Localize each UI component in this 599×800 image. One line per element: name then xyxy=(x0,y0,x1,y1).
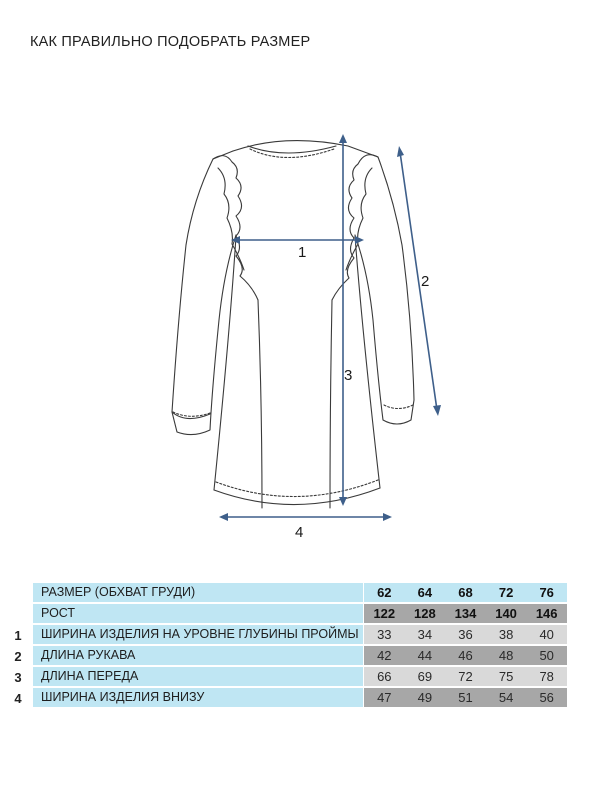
arrow-left-icon xyxy=(219,513,228,521)
arrow-up-icon xyxy=(397,146,404,157)
value-cell: 48 xyxy=(498,647,514,663)
row-number: 4 xyxy=(14,690,22,706)
value-cell: 47 xyxy=(377,689,392,705)
size-cell: 64 xyxy=(417,585,433,600)
height-cell: 122 xyxy=(373,605,396,621)
size-cell: 76 xyxy=(539,585,554,600)
value-cell: 44 xyxy=(417,647,433,663)
size-values xyxy=(364,583,567,602)
arrow-down-icon xyxy=(339,497,347,506)
value-cell: 38 xyxy=(498,626,514,642)
height-cell: 128 xyxy=(414,605,436,621)
measure-label-2: 2 xyxy=(421,273,430,290)
value-cell: 51 xyxy=(458,689,473,705)
measure-label-1: 1 xyxy=(298,244,307,261)
size-row xyxy=(0,583,599,602)
value-cell: 34 xyxy=(417,626,433,642)
size-table xyxy=(0,583,599,707)
size-header-label: РАЗМЕР (ОБХВАТ ГРУДИ) xyxy=(33,583,363,602)
value-cell: 66 xyxy=(377,668,392,684)
row-label: ДЛИНА РУКАВА xyxy=(33,646,363,665)
height-row xyxy=(0,604,599,623)
size-cell: 72 xyxy=(498,585,514,600)
dress-outline xyxy=(172,141,414,508)
row-label: ДЛИНА ПЕРЕДА xyxy=(33,667,363,686)
table-row xyxy=(0,646,599,665)
size-cell: 62 xyxy=(377,585,392,600)
value-cell: 50 xyxy=(539,647,554,663)
row-values xyxy=(364,688,567,707)
row-values xyxy=(364,646,567,665)
height-label: РОСТ xyxy=(33,604,363,623)
value-cell: 69 xyxy=(417,668,433,684)
value-cell: 36 xyxy=(458,626,473,642)
arrow-right-icon xyxy=(355,236,364,244)
value-cell: 49 xyxy=(417,689,433,705)
size-cell: 68 xyxy=(458,585,473,600)
value-cell: 33 xyxy=(377,626,392,642)
row-number: 3 xyxy=(14,669,22,685)
table-row xyxy=(0,667,599,686)
value-cell: 78 xyxy=(539,668,554,684)
row-label: ШИРИНА ИЗДЕЛИЯ ВНИЗУ xyxy=(33,688,363,707)
height-cell: 134 xyxy=(454,605,477,621)
row-values xyxy=(364,667,567,686)
height-values xyxy=(364,604,567,623)
measure-label-4: 4 xyxy=(295,524,304,541)
height-cell: 146 xyxy=(535,605,558,621)
measure-line-2 xyxy=(400,152,437,410)
value-cell: 56 xyxy=(539,689,554,705)
value-cell: 42 xyxy=(377,647,392,663)
value-cell: 40 xyxy=(539,626,554,642)
value-cell: 54 xyxy=(498,689,514,705)
row-number: 2 xyxy=(14,648,22,664)
table-row xyxy=(0,625,599,644)
row-label: ШИРИНА ИЗДЕЛИЯ НА УРОВНЕ ГЛУБИНЫ ПРОЙМЫ xyxy=(33,625,363,644)
measure-label-3: 3 xyxy=(344,367,353,384)
height-cell: 140 xyxy=(495,605,517,621)
row-values xyxy=(364,625,567,644)
arrow-up-icon xyxy=(339,134,347,143)
value-cell: 75 xyxy=(498,668,514,684)
value-cell: 46 xyxy=(458,647,473,663)
row-number: 1 xyxy=(14,627,22,643)
arrow-down-icon xyxy=(433,405,441,416)
page-title: КАК ПРАВИЛЬНО ПОДОБРАТЬ РАЗМЕР xyxy=(30,34,311,50)
arrow-right-icon xyxy=(383,513,392,521)
table-row xyxy=(0,688,599,707)
value-cell: 72 xyxy=(458,668,473,684)
